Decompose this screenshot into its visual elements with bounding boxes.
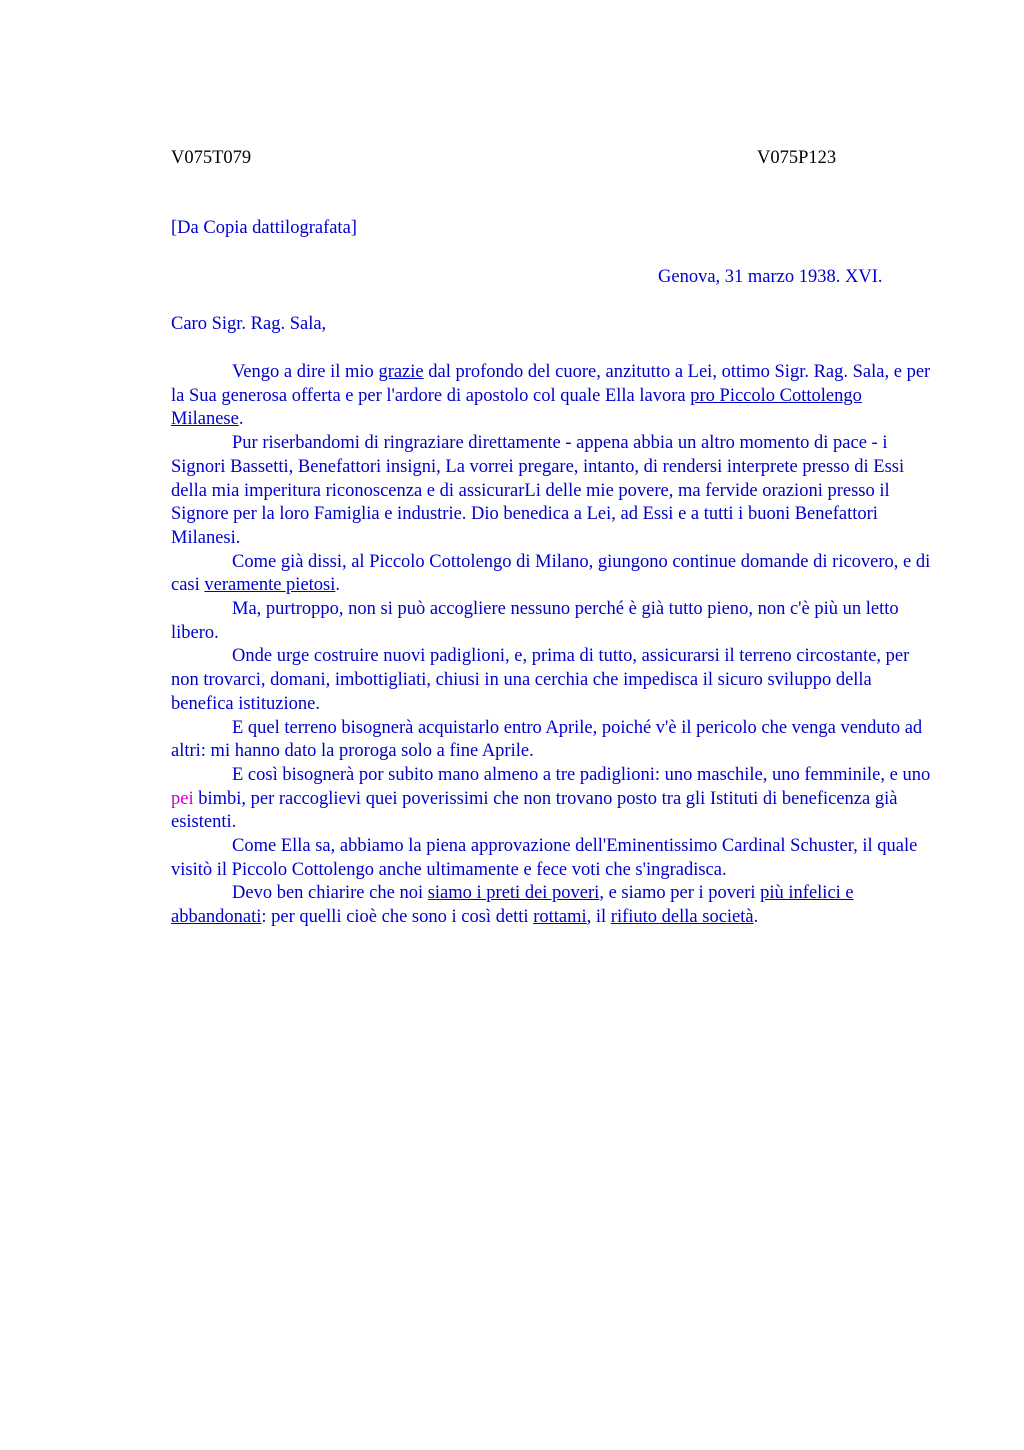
underlined-text: veramente pietosi xyxy=(204,575,336,596)
paragraph-text: . xyxy=(753,907,759,928)
paragraph-text: Vengo a dire il mio xyxy=(232,362,379,382)
paragraph-text: bimbi, per raccoglievi quei poverissimi che non trovano posto tra gli Istituti di beneficenza già esistenti. xyxy=(171,788,898,833)
paragraph-text: Come già dissi, al Piccolo Cottolengo di Milano, giungono continue domande di ricovero, e di casi xyxy=(171,551,931,596)
letter-paragraph xyxy=(171,882,933,929)
letter-paragraph xyxy=(171,717,933,764)
paragraph-text: . xyxy=(238,409,244,430)
paragraph-text: E quel terreno bisognerà acquistarlo entro Aprile, poiché v'è il pericolo che venga venduto ad altri: mi hanno dato la proroga solo a fine Aprile. xyxy=(171,717,923,762)
letter-paragraph xyxy=(171,764,933,835)
paragraph-text: Devo ben chiarire che noi xyxy=(232,883,428,904)
paragraph-text: . xyxy=(335,575,341,596)
paragraph-text: dal profondo del cuore, anzitutto a Lei, ottimo Sigr. Rag. Sala, e per la Sua generosa offerta e per l'ardore di apostolo col quale Ella lavora xyxy=(171,362,931,406)
paragraph-text: Come Ella sa, abbiamo la piena approvazione dell'Eminentissimo Cardinal Schuster, il quale visitò il Piccolo Cottolengo anche ultimamente e fece voti che s'ingradisca. xyxy=(171,836,918,880)
underlined-text: siamo i preti dei poveri xyxy=(427,883,600,904)
letter-body xyxy=(171,361,933,930)
salutation: Caro Sigr. Rag. Sala, xyxy=(171,314,327,334)
underlined-text: grazie xyxy=(378,362,424,382)
underlined-text: rottami xyxy=(533,907,587,928)
paragraph-text: Pur riserbandomi di ringraziare direttamente - appena abbia un altro momento di pace - i Signori Bassetti, Benefattori insigni, La vorrei pregare, intanto, di rendersi interprete presso di Essi della mia imperitura riconoscenza e di assicurarLi delle mie povere, ma fervide orazioni presso il Signore per la loro Famiglia e industrie. Dio benedica a Lei, ad Essi e a tutti i buoni Benefattori Milanesi. xyxy=(171,433,905,548)
letter-paragraph xyxy=(171,645,933,716)
letter-paragraph xyxy=(171,835,933,882)
paragraph-text: Onde urge costruire nuovi padiglioni, e, prima di tutto, assicurarsi il terreno circostante, per non trovarci, domani, imbottigliati, chiusi in una cerchia che impedisca il sicuro sviluppo della benefica istituzione. xyxy=(171,646,910,714)
volume-code-left: V075T079 xyxy=(171,148,252,168)
paragraph-text: , e siamo per i poveri xyxy=(599,883,761,904)
letter-paragraph xyxy=(171,432,933,551)
underlined-text: rifiuto della società xyxy=(610,907,754,928)
paragraph-text: E così bisognerà por subito mano almeno a tre padiglioni: uno maschile, uno femminile, e uno xyxy=(232,764,931,785)
letter-paragraph xyxy=(171,551,933,598)
underlined-text: più infelici e abbandonati xyxy=(171,883,854,928)
date-line: Genova, 31 marzo 1938. XVI. xyxy=(658,267,883,287)
paragraph-text: , il xyxy=(586,907,611,928)
paragraph-text: Ma, purtroppo, non si può accogliere nessuno perché è già tutto pieno, non c'è più un letto libero. xyxy=(171,599,899,643)
volume-code-right: V075P123 xyxy=(757,148,837,168)
source-note: [Da Copia dattilografata] xyxy=(171,218,357,238)
underlined-text: pro Piccolo Cottolengo Milanese xyxy=(171,385,862,430)
letter-paragraph xyxy=(171,598,933,645)
letter-paragraph xyxy=(171,361,933,432)
highlighted-text: pei xyxy=(171,788,194,809)
paragraph-text: : per quelli cioè che sono i così detti xyxy=(261,907,534,928)
